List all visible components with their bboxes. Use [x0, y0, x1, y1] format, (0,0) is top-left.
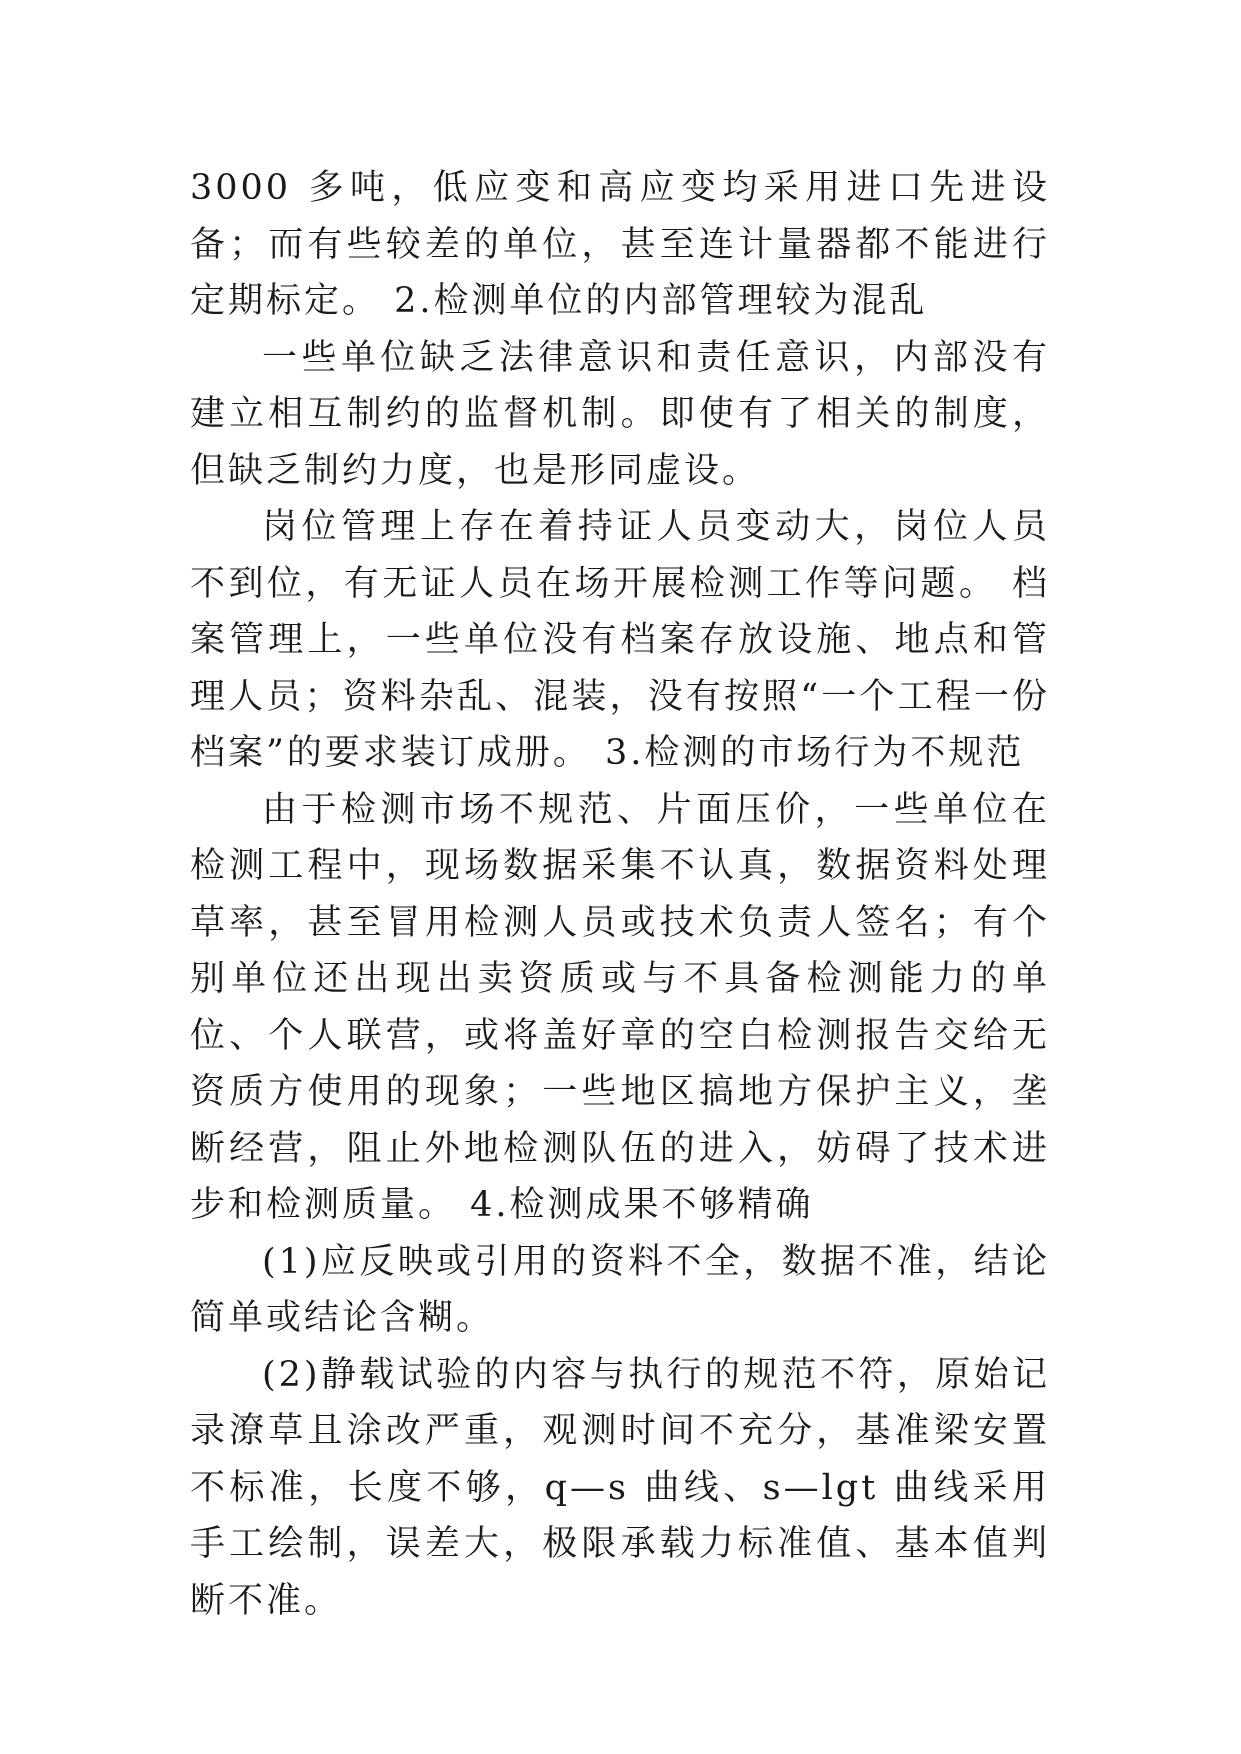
paragraph-5: (1)应反映或引用的资料不全，数据不准，结论简单或结论含糊。	[190, 1241, 1050, 1338]
paragraph-1: 3000 多吨，低应变和高应变均采用进口先进设备；而有些较差的单位，甚至连计量器都不能进行定期标定。 2.检测单位的内部管理较为混乱	[190, 168, 1050, 321]
document-body	[190, 160, 1050, 1629]
paragraph-4: 由于检测市场不规范、片面压价，一些单位在检测工程中，现场数据采集不认真，数据资料处理草率，甚至冒用检测人员或技术负责人签名；有个别单位还出现出卖资质或与不具备检测能力的单位、个人联营，或将盖好章的空白检测报告交给无资质方使用的现象；一些地区搞地方保护主义，垄断经营，阻止外地检测队伍的进入，妨碍了技术进步和检测质量。 4.检测成果不够精确	[190, 789, 1050, 1225]
paragraph-6: (2)静载试验的内容与执行的规范不符，原始记录潦草且涂改严重，观测时间不充分，基准梁安置不标准，长度不够，q—s 曲线、s—lgt 曲线采用手工绘制，误差大，极限承载力标准值、基本值判断不准。	[190, 1354, 1050, 1621]
paragraph-2: 一些单位缺乏法律意识和责任意识，内部没有建立相互制约的监督机制。即使有了相关的制度，但缺乏制约力度，也是形同虚设。	[190, 337, 1050, 491]
paragraph-3: 岗位管理上存在着持证人员变动大，岗位人员不到位，有无证人员在场开展检测工作等问题。 档案管理上，一些单位没有档案存放设施、地点和管理人员；资料杂乱、混装，没有按照“一个工程一份档案”的要求装订成册。 3.检测的市场行为不规范	[190, 507, 1050, 773]
